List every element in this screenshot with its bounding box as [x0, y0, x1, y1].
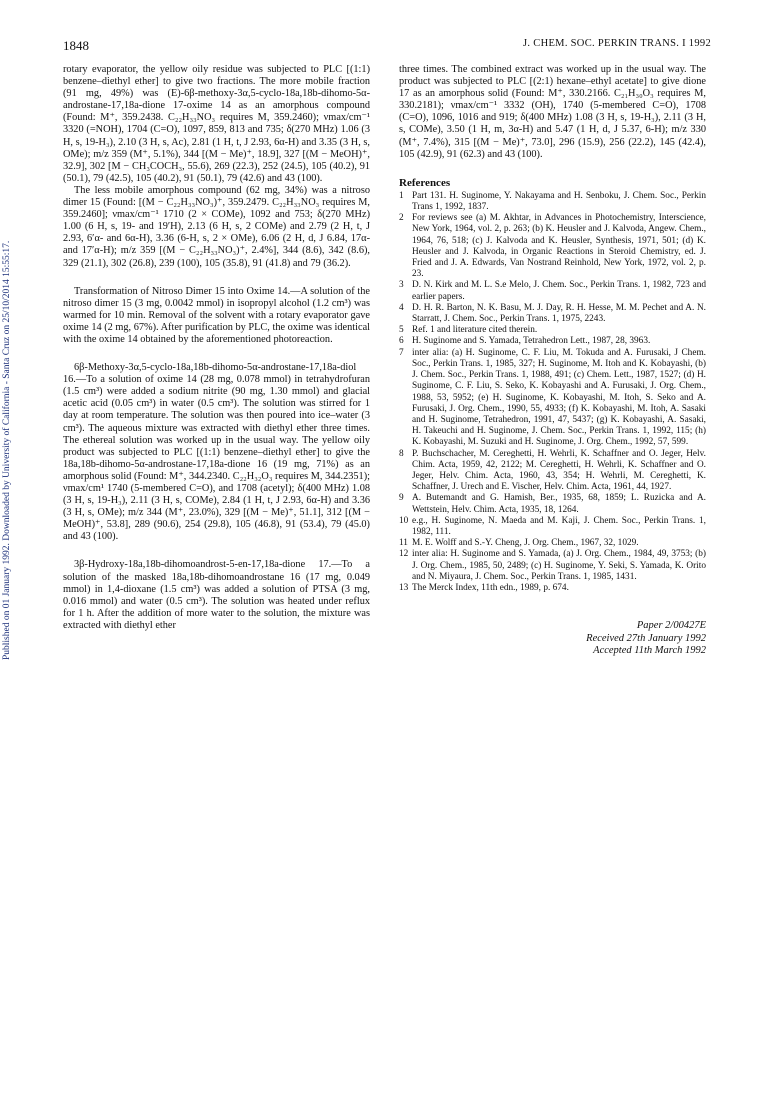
- reference-number: 2: [399, 213, 404, 224]
- paragraph-dione-17: 3β-Hydroxy-18a,18b-dihomoandrost-5-en-17,18a-dione 17.—To a solution of the masked 18a,18b-dihomoandrostane 16 (17 mg, 0.049 mmol) in 1,4-dioxane (1.5 cm³) was added a solution of PTSA (3 mg, 0.016 mmol) and water (0.5 cm³). The solution was heated under reflux for 1 h. After the addition of more water to the solution, the mixture was extracted with diethyl ether: [63, 559, 370, 631]
- reference-text: H. Suginome and S. Yamada, Tetrahedron Lett., 1987, 28, 3963.: [412, 336, 651, 347]
- reference-text: inter alia: H. Suginome and S. Yamada, (a) J. Org. Chem., 1984, 49, 3753; (b) J. Org. Chem., 1985, 50, 2489; (c) H. Suginome, Y. Seki, S. Yamada, K. Orito and N. Miyaura, J. Chem. Soc., Perkin Trans. 1, 1985, 1431.: [412, 549, 706, 582]
- reference-text: The Merck Index, 11th edn., 1989, p. 674.: [412, 582, 569, 593]
- reference-item: [399, 549, 706, 583]
- reference-number: 5: [399, 325, 404, 336]
- reference-text: Part 131. H. Suginome, Y. Nakayama and H. Senboku, J. Chem. Soc., Perkin Trans 1, 1992, 1837.: [412, 190, 706, 213]
- reference-number: 8: [399, 448, 404, 459]
- left-column: [63, 64, 370, 632]
- reference-item: [399, 449, 706, 494]
- reference-text: Ref. 1 and literature cited therein.: [412, 325, 538, 336]
- reference-text: A. Butemandt and G. Hamish, Ber., 1935, 68, 1859; L. Ruzicka and A. Wettstein, Helv. Chim. Acta, 1935, 18, 1264.: [412, 493, 706, 515]
- reference-item: [399, 493, 706, 515]
- references-heading: References: [399, 176, 451, 189]
- reference-list: [399, 191, 706, 594]
- paragraph-dione-17-cont: three times. The combined extract was worked up in the usual way. The product was subjected to PLC [(2:1) hexane–ethyl acetate] to give dione 17 as an amorphous solid (Found: M⁺, 330.2166. C₂₁H₃₀O₃ requires M, 330.2181); νmax/cm⁻¹ 3332 (OH), 1740 (5-membered C=O), 1708 (C=O), 1096, 1016 and 919; δ(400 MHz) 1.08 (3 H, s, 19-H₃), 2.11 (3 H, s, COMe), 3.50 (1 H, m, 3α-H) and 5.47 (1 H, d, J 5.37, 6-H); m/z 330 (M⁺, 7.4%), 315 [(M − Me)⁺, 73.0], 296 (15.9), 256 (22.2), 145 (42.4), 105 (42.9), 91 (62.3) and 43 (100).: [399, 64, 706, 160]
- received-date: Received 27th January 1992: [586, 632, 706, 644]
- reference-text: M. E. Wolff and S.-Y. Cheng, J. Org. Chem., 1967, 32, 1029.: [412, 538, 639, 549]
- reference-item: [399, 303, 706, 325]
- reference-number: 13: [399, 582, 409, 593]
- paragraph-transformation: Transformation of Nitroso Dimer 15 into Oxime 14.—A solution of the nitroso dimer 15 (3 mg, 0.0042 mmol) in isopropyl alcohol (1.2 cm³) was warmed for 10 min. Removal of the solvent with a rotary evaporator gave oxime 14 (2 mg, 67%). After purification by PLC, the oxime was identical with the oxime 14 obtained by the aforementioned photoreaction.: [63, 285, 370, 345]
- reference-item: [399, 280, 706, 302]
- reference-text: P. Buchschacher, M. Cereghetti, H. Wehrli, K. Schaffner and O. Jeger, Helv. Chim. Acta, 1959, 42, 2122; M. Cereghetti, H. Wehrli, K. Schaffner and O. Jeger, Helv. Chim. Acta, 1960, 43, 354; H. Wehrli, M. Cereghetti, K. Schaffner, J. Urech and E. Vischer, Helv. Chim. Acta, 1961, 44, 1927.: [412, 448, 706, 493]
- paper-id: Paper 2/00427E: [636, 620, 706, 632]
- reference-item: [399, 336, 706, 347]
- reference-text: D. H. R. Barton, N. K. Basu, M. J. Day, R. H. Hesse, M. M. Pechet and A. N. Starratt, J. Chem. Soc., Perkin Trans. 1, 1975, 2243.: [412, 302, 706, 325]
- reference-item: [399, 325, 706, 336]
- reference-number: 12: [399, 549, 409, 560]
- reference-number: 9: [399, 493, 404, 504]
- reference-item: [399, 516, 706, 538]
- reference-number: 10: [399, 515, 409, 526]
- paper-metadata: [399, 620, 706, 658]
- page-number: 1848: [63, 38, 89, 53]
- reference-number: 6: [399, 336, 404, 347]
- paragraph-oxime-14: rotary evaporator, the yellow oily residue was subjected to PLC [(1:1) benzene–diethyl ether] to give two fractions. The more mobile fraction (91 mg, 49%) was (E)-6β-methoxy-3α,5-cyclo-18a,18b-dihomo-5α-androstane-17,18a-dione 17-oxime 14 as an amorphous compound (Found: M⁺, 359.2438. C₂₂H₃₃NO₃ requires M, 359.2460); νmax/cm⁻¹ 3320 (=NOH), 1704 (C=O), 1097, 859, 813 and 735; δ(270 MHz) 1.06 (3 H, s, 19-H₃), 2.10 (3 H, s, Ac), 2.81 (1 H, t, J 2.93, 6α-H) and 3.35 (3 H, s, OMe); m/z 359 (M⁺, 5.1%), 344 [(M − Me)⁺, 18.9], 327 [(M − MeOH)⁺, 32.9], 302 [M − CH₃COCH₃, 55.6), 269 (22.3), 252 (24.5), 105 (40.2), 91 (50.1), 79 (42.5), 105 (40.2), 91 (50.1), 79 (42.6) and 43 (100).: [63, 64, 370, 184]
- reference-item: [399, 583, 706, 594]
- reference-text: inter alia: (a) H. Suginome, C. F. Liu, M. Tokuda and A. Furusaki, J Chem. Soc., Perkin Trans. 1, 1985, 327; H. Suginome, M. Itoh and K. Kobayashi, (b) J. Chem. Soc., Perkin Trans. 1, 1988, 491; (c) Chem. Lett., 1987, 1527; (d) H. Suginome, C. F. Liu, S. Seko, K. Kobayashi and A. Furusaki, J. Org. Chem., 1988, 53, 5952; (e) H. Suginome, K. Kobayashi, M. Itoh, S. Seko and A. Furusaki, J. Org. Chem., 1990, 55, 4933; (f) K. Kobayashi, M. Itoh, A. Sasaki and H. Suginome, Tetrahedron, 1991, 47, 5437; (g) K. Kobayashi, A. Sasaki, H. Takeuchi and H. Suginome, J. Chem. Soc., Perkin Trans. 1, 1992, 115; (h) K. Kobayashi, M. Suzuki and H. Suginome, J. Org. Chem., 1992, 57, 599.: [412, 347, 706, 448]
- accepted-date: Accepted 11th March 1992: [593, 645, 706, 657]
- reference-number: 7: [399, 347, 404, 358]
- reference-number: 4: [399, 302, 404, 313]
- reference-item: [399, 538, 706, 549]
- reference-text: For reviews see (a) M. Akhtar, in Advances in Photochemistry, Interscience, New York, 1964, vol. 2, p. 263; (b) K. Heusler and J. Kalvoda, Angew. Chem., 1964, 76, 518; (c) J. Kalvoda and K. Heusler, Synthesis, 1971, 501; (d) K. Heusler and J. Kalvoda, in Organic Reactions in Steroid Chemistry, ed. J. Fried and J. A. Edwards, Van Nostrand Reinhold, New York, 1972, vol. 2, p. 23.: [412, 213, 706, 280]
- reference-text: e.g., H. Suginome, N. Maeda and M. Kaji, J. Chem. Soc., Perkin Trans. 1, 1982, 111.: [412, 515, 706, 537]
- reference-text: D. N. Kirk and M. L. S.e Melo, J. Chem. Soc., Perkin Trans. 1, 1982, 723 and earlier papers.: [412, 280, 706, 302]
- reference-number: 1: [399, 190, 404, 201]
- reference-item: [399, 348, 706, 449]
- reference-number: 3: [399, 280, 404, 291]
- reference-item: [399, 191, 706, 213]
- reference-item: [399, 213, 706, 280]
- right-column: [399, 64, 706, 658]
- reference-number: 11: [399, 538, 408, 549]
- publication-sidebar-notice[interactable]: Published on 01 January 1992. Downloaded by University of California - Santa Cruz on 25/10/2014 15:55:17.: [2, 240, 12, 660]
- paragraph-diol-16: 6β-Methoxy-3α,5-cyclo-18a,18b-dihomo-5α-androstane-17,18a-diol 16.—To a solution of oxime 14 (28 mg, 0.078 mmol) in tetrahydrofuran (1.5 cm³) were added a sodium nitrite (90 mg, 1.30 mmol) and glacial acetic acid (0.05 cm³) in water (0.5 cm³). The solution was stirred for 1 day at room temperature. The solution was then poured into ice–water (3 cm³). The aqueous mixture was extracted with diethyl ether three times. The ethereal solution was worked up in the usual way. The yellow oily product was subjected to PLC [(1:1) benzene–diethyl ether] to give the 18a,18b-dihomo-5α-androstane-17,18a-dione 16 (19 mg, 71%) as an amorphous solid (Found: M⁺, 344.2340. C₂₂H₃₂O₃ requires M, 344.2351); νmax/cm¹ 1740 (5-membered C=O), and 1708 (acetyl); δ(400 MHz) 1.08 (3 H, s, 19-H₃), 2.11 (3 H, s, COMe), 2.84 (1 H, t, J 2.93, 6α-H) and 3.36 (3 H, s, OMe); m/z 344 (M⁺, 23.0%), 329 [(M − Me)⁺, 51.1], 312 [(M − MeOH)⁺, 53.8], 289 (90.6), 254 (29.8), 105 (46.8), 91 (53.4), 79 (45.0) and 43 (100).: [63, 362, 370, 543]
- paragraph-nitroso-dimer: The less mobile amorphous compound (62 mg, 34%) was a nitroso dimer 15 (Found: [(M − C₂₂H₃₃NO₃)⁺, 359.2479. C₂₂H₃₃NO₃ requires M, 359.2460]; νmax/cm⁻¹ 1710 (2 × COMe), 1092 and 753; δ(270 MHz) 1.00 (6 H, s, 19- and 19′H), 2.13 (6 H, s, 2 COMe) and 2.79 (2 H, t, J 2.93, 6′α- and 6α-H), 3.36 (6-H, s, 2 × OMe), 6.06 (2 H, d, J 6.84, 17α- and 17′α-H); m/z 359 [(M − C₂₂H₃₃NO₃)⁺, 2.4%], 344 (8.6), 342 (8.6), 329 (21.1), 302 (26.8), 239 (100), 105 (35.8), 91 (41.8) and 79 (36.2).: [63, 184, 370, 269]
- journal-header: J. CHEM. SOC. PERKIN TRANS. I 1992: [523, 38, 711, 49]
